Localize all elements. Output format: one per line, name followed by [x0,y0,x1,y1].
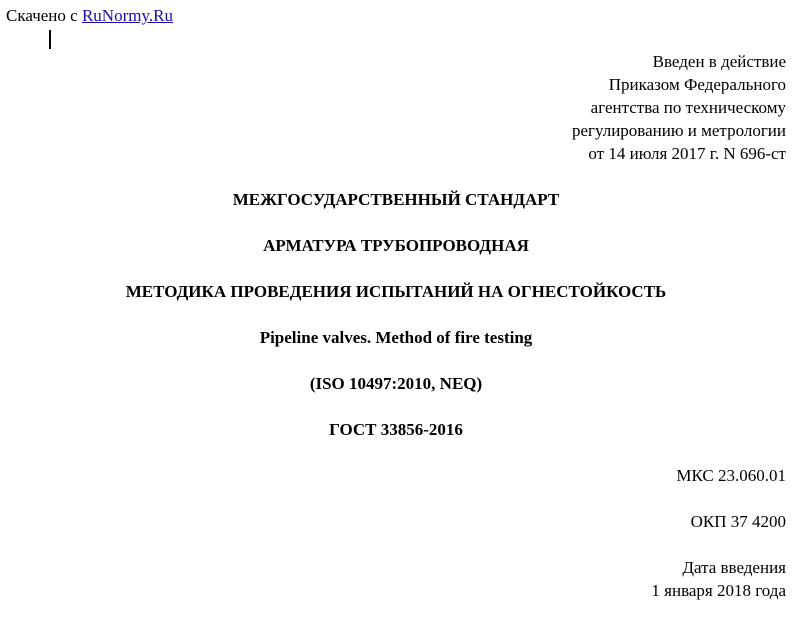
source-prefix: Скачено с [6,6,78,25]
enactment-line-5: от 14 июля 2017 г. N 696-ст [588,144,786,163]
standard-subtitle: МЕТОДИКА ПРОВЕДЕНИЯ ИСПЫТАНИЙ НА ОГНЕСТОЙКОСТЬ [125,282,667,301]
english-title: Pipeline valves. Method of fire testing [259,328,533,347]
effective-date-label: Дата введения [682,558,786,577]
enactment-line-3: агентства по техническому [590,98,786,117]
effective-date-value: 1 января 2018 года [651,581,786,600]
text-cursor [49,30,51,49]
standard-title: АРМАТУРА ТРУБОПРОВОДНАЯ [263,236,529,255]
gost-number: ГОСТ 33856-2016 [329,420,463,439]
standard-category: МЕЖГОСУДАРСТВЕННЫЙ СТАНДАРТ [232,190,560,209]
okp-code: ОКП 37 4200 [690,512,786,531]
iso-reference: (ISO 10497:2010, NEQ) [309,374,483,393]
enactment-line-1: Введен в действие [652,52,786,71]
mks-code: МКС 23.060.01 [676,466,786,485]
enactment-line-2: Приказом Федерального [608,75,786,94]
source-line [6,6,173,26]
enactment-block [572,50,786,165]
runormy-link[interactable]: RuNormy.Ru [81,6,173,25]
enactment-line-4: регулированию и метрологии [571,121,786,140]
